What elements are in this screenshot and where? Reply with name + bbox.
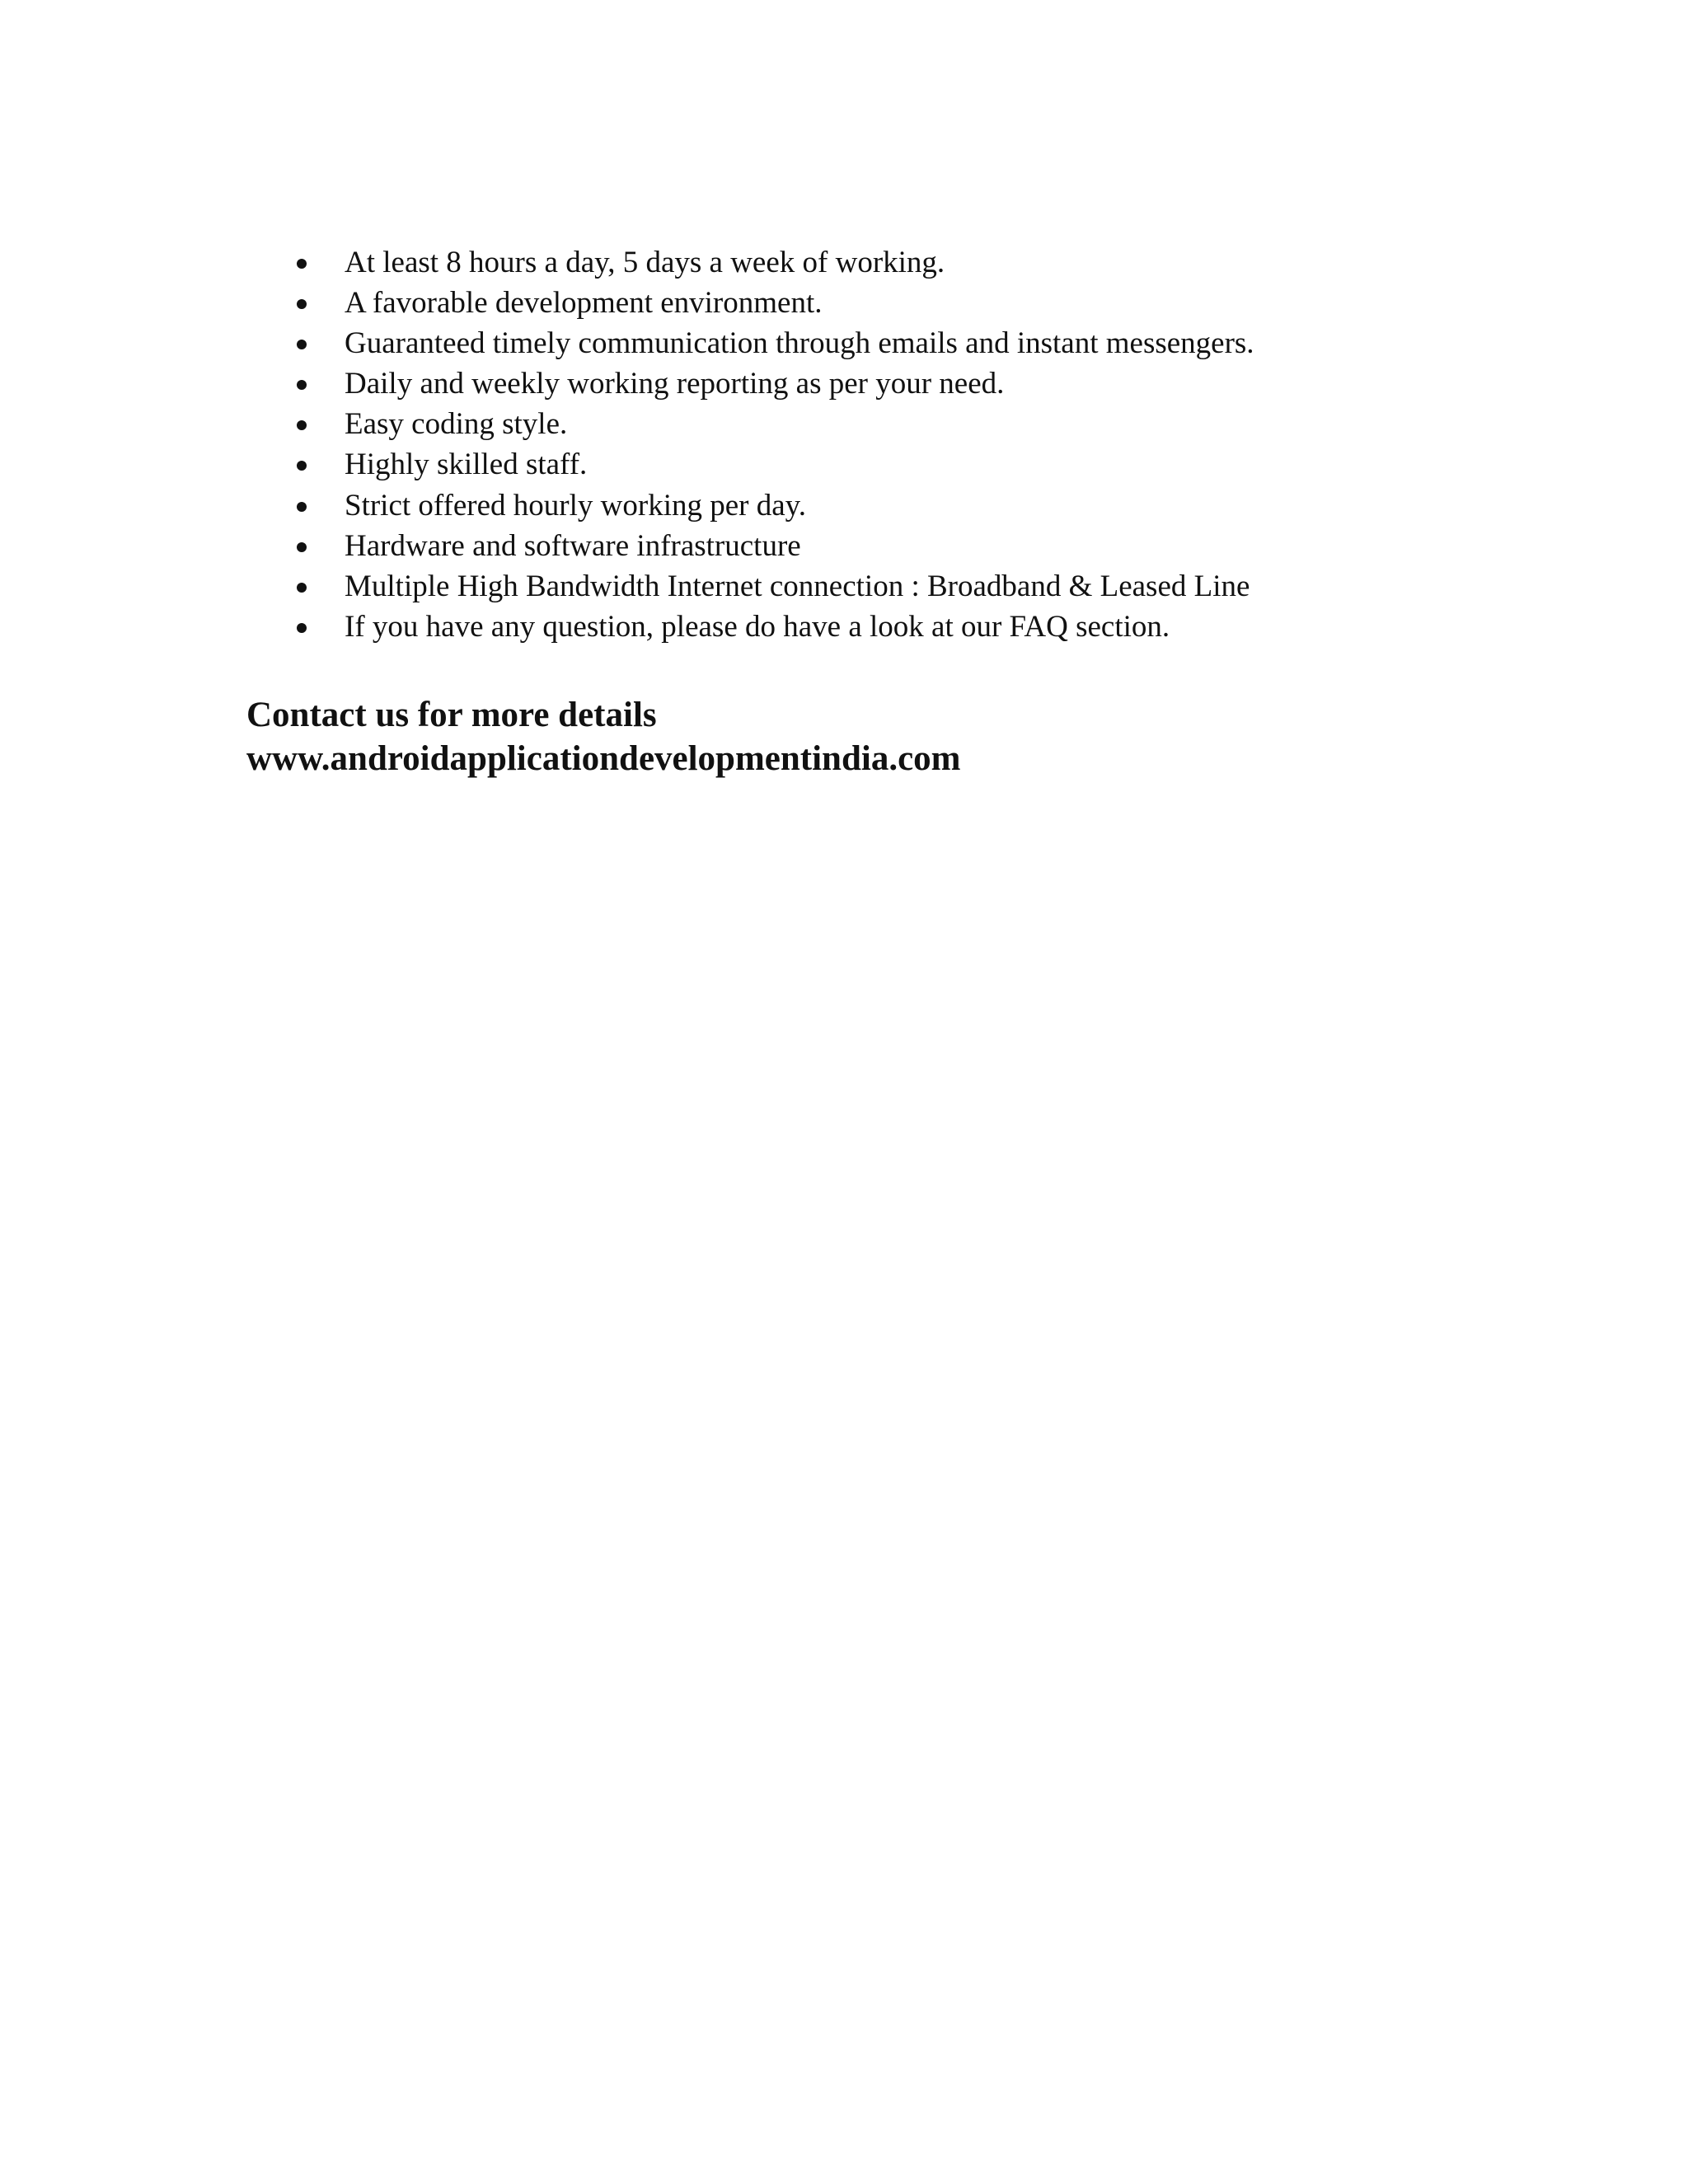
list-item-text: Strict offered hourly working per day. — [345, 488, 806, 523]
list-item — [293, 363, 1254, 404]
bullet-icon — [297, 340, 307, 349]
list-item — [293, 242, 1254, 283]
bullet-icon — [297, 623, 307, 633]
bullet-icon — [297, 461, 307, 471]
list-item-text: Multiple High Bandwidth Internet connection : Broadband & Leased Line — [345, 569, 1250, 603]
list-item-text: If you have any question, please do have a look at our FAQ section. — [345, 609, 1170, 644]
list-item-text: Daily and weekly working reporting as per your need. — [345, 367, 1005, 401]
bullet-icon — [297, 299, 307, 309]
bullet-icon — [297, 542, 307, 552]
list-item-text: Guaranteed timely communication through emails and instant messengers. — [345, 326, 1254, 361]
list-item — [293, 485, 1254, 526]
bullet-icon — [297, 259, 307, 269]
bullet-icon — [297, 420, 307, 430]
list-item-text: Easy coding style. — [345, 407, 568, 442]
contact-section — [246, 693, 961, 780]
bullet-icon — [297, 502, 307, 512]
list-item-text: At least 8 hours a day, 5 days a week of working. — [345, 246, 945, 279]
list-item — [293, 444, 1254, 485]
website-link[interactable]: www.androidapplicationdevelopmentindia.com — [246, 739, 961, 778]
features-list — [293, 242, 1254, 647]
list-item — [293, 404, 1254, 444]
list-item — [293, 607, 1254, 647]
list-item — [293, 323, 1254, 363]
bullet-icon — [297, 583, 307, 593]
list-item-text: A favorable development environment. — [345, 286, 823, 321]
bullet-icon — [297, 380, 307, 390]
list-item-text: Hardware and software infrastructure — [345, 528, 801, 563]
contact-heading: Contact us for more details — [246, 696, 657, 734]
list-item — [293, 566, 1254, 607]
list-item — [293, 283, 1254, 323]
list-item — [293, 526, 1254, 566]
list-item-text: Highly skilled staff. — [345, 448, 588, 482]
